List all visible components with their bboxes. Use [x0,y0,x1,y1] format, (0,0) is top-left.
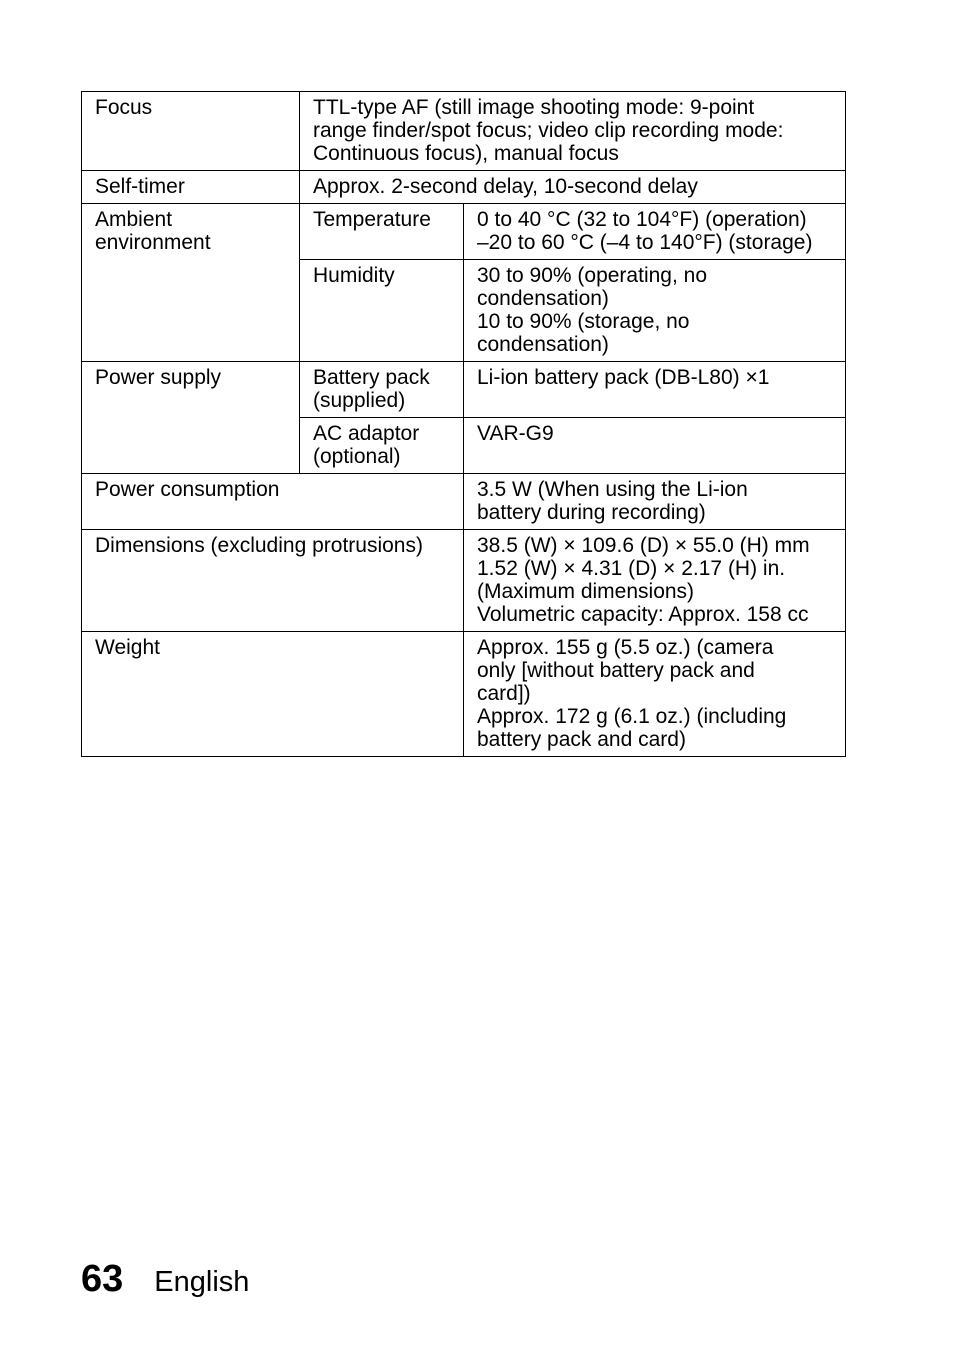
self-timer-label: Self-timer [82,171,300,204]
battery-pack-value: Li-ion battery pack (DB-L80) ×1 [464,362,846,418]
table-row [82,204,846,260]
weight-label: Weight [82,632,464,757]
self-timer-value: Approx. 2-second delay, 10-second delay [300,171,846,204]
focus-label: Focus [82,92,300,171]
page-footer [81,1258,249,1308]
table-row [82,92,846,171]
weight-value: Approx. 155 g (5.5 oz.) (camera only [without battery pack and card]) Approx. 172 g (6.1 oz.) (including battery pack and card) [464,632,846,757]
specifications-table [81,91,846,757]
humidity-value: 30 to 90% (operating, no condensation) 10 to 90% (storage, no condensation) [464,260,846,362]
table-row [82,474,846,530]
table-row [82,171,846,204]
ac-adaptor-label: AC adaptor (optional) [300,418,464,474]
table-row [82,530,846,632]
table-row [82,362,846,418]
battery-pack-label: Battery pack (supplied) [300,362,464,418]
power-consumption-value: 3.5 W (When using the Li-ion battery during recording) [464,474,846,530]
focus-value: TTL-type AF (still image shooting mode: 9-point range finder/spot focus; video clip recording mode: Continuous focus), manual focus [300,92,846,171]
temperature-label: Temperature [300,204,464,260]
humidity-label: Humidity [300,260,464,362]
table-row [82,632,846,757]
ambient-environment-label: Ambient environment [82,204,300,362]
temperature-value: 0 to 40 °C (32 to 104°F) (operation) –20 to 60 °C (–4 to 140°F) (storage) [464,204,846,260]
dimensions-value: 38.5 (W) × 109.6 (D) × 55.0 (H) mm 1.52 (W) × 4.31 (D) × 2.17 (H) in. (Maximum dimensions) Volumetric capacity: Approx. 158 cc [464,530,846,632]
page-number: 63 [81,1258,124,1300]
page-language: English [154,1266,250,1298]
power-supply-label: Power supply [82,362,300,474]
power-consumption-label: Power consumption [82,474,464,530]
dimensions-label: Dimensions (excluding protrusions) [82,530,464,632]
ac-adaptor-value: VAR-G9 [464,418,846,474]
